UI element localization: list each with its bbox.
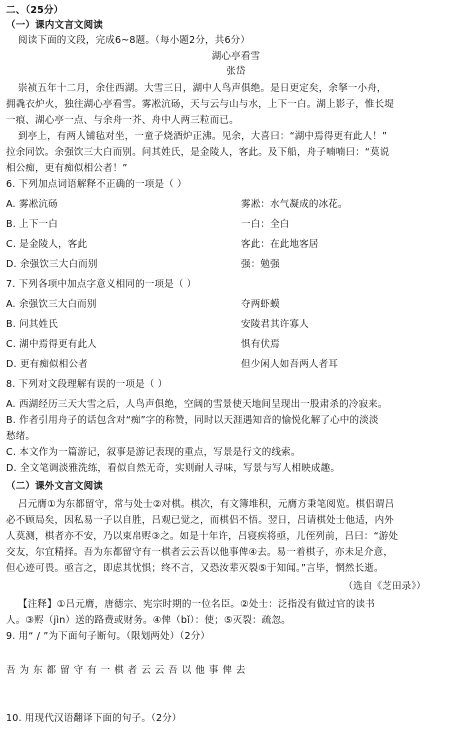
- q6-option-a-gloss: 雾凇：水气凝成的冰花。: [241, 199, 348, 210]
- q7-option-b-compare: 安陵君其许寡人: [241, 319, 309, 330]
- q10-stem: 10. 用现代汉语翻译下面的句子。（2分）: [6, 713, 182, 724]
- passage2-line-2: 必不顾局矣，因私易一子以自胜，吕观已觉之，而棋侣不悟。翌日，吕请棋处士他适，内外: [6, 515, 395, 526]
- passage-line-2: 拥毳衣炉火，独往湖心亭看雪。雾凇沆砀，天与云与山与水，上下一白。湖上影子，惟长堤: [6, 99, 395, 110]
- section-header: 二、（25分）: [6, 5, 64, 16]
- poem-author: 张岱: [226, 66, 246, 77]
- part2-title: （二）课外文言文阅读: [6, 481, 104, 492]
- passage2-line-1: 吕元膺①为东都留守，常与处士②对棋。棋次，有文簿堆积，元膺方秉笔阅览。棋侣谓吕: [18, 499, 395, 510]
- q8-option-a: A. 西湖经历三天大雪之后，人鸟声俱绝，空阔的雪景使天地间呈现出一股肃杀的冷寂来。: [6, 399, 388, 410]
- q6-stem: 6. 下列加点词语解释不正确的一项是（ ）: [6, 179, 187, 190]
- passage2-line-4: 交友，尔宜精择。吾为东都留守有一棋者云云吾以他事俾④去。易一着棋子，亦未足介意，: [6, 547, 394, 558]
- q8-stem: 8. 下列对文段理解有误的一项是（ ）: [6, 379, 168, 390]
- part1-instruction: 阅读下面的文段，完成6~8题。（每小题2分，共6分）: [18, 35, 251, 46]
- q6-option-b-gloss: 一白：全白: [241, 219, 290, 230]
- q6-option-d: [6, 258, 466, 271]
- passage-line-3: 一痕、湖心亭一点、与余舟一芥、舟中人两三粒而已。: [6, 115, 239, 126]
- q6-option-a: [6, 198, 466, 211]
- passage-line-6: 相公痴，更有痴似相公者！”: [6, 163, 128, 174]
- q7-option-b-text: B. 问其姓氏: [6, 319, 58, 330]
- passage2-line-3: 人莫测，棋者亦不安，乃以束帛赆③之。如是十年许，吕寝疾将亟，儿侄列前，吕曰：“游处: [6, 531, 399, 542]
- q7-option-d: [6, 358, 466, 371]
- q7-option-d-compare: 但少闲人如吾两人者耳: [241, 359, 339, 370]
- q6-option-a-text: A. 雾凇沆砀: [6, 199, 58, 210]
- q7-option-c: [6, 338, 466, 351]
- q7-option-b: [6, 318, 466, 331]
- passage2-line-5: 但心迹可畏。亟言之，即虑其忧惧；终不言，又恐汝辈灭裂⑤于知闻。”言毕，惘然长逝。: [6, 563, 384, 574]
- passage-line-1: 崇祯五年十二月，余住西湖。大雪三日，湖中人鸟声俱绝。是日更定矣，余拏一小舟，: [18, 83, 387, 94]
- passage2-source: （选自《芝田录》）: [343, 581, 426, 592]
- q7-option-a-text: A. 余强饮三大白而别: [6, 299, 97, 310]
- q7-option-a: [6, 298, 466, 311]
- passage-line-5: 拉余同饮。余强饮三大白而别。问其姓氏，是金陵人，客此。及下船，舟子喃喃曰：“莫说: [6, 147, 390, 158]
- q6-option-d-gloss: 强：勉强: [241, 259, 280, 270]
- q6-option-c: [6, 238, 466, 251]
- q7-stem: 7. 下列各项中加点字意义相同的一项是（ ）: [6, 279, 197, 290]
- part1-title: （一）课内文言文阅读: [6, 20, 104, 31]
- q6-option-d-text: D. 余强饮三大白而别: [6, 259, 98, 270]
- q9-stem: 9. 用“ / ”为下面句子断句。（限划两处）（2分）: [6, 631, 211, 642]
- q8-option-b: B. 作者引用舟子的话包含对“痴”字的称赞，同时以天涯遇知音的愉悦化解了心中的淡淡: [6, 415, 379, 426]
- poem-title: 湖心亭看雪: [211, 51, 261, 62]
- q7-option-d-text: D. 更有痴似相公者: [6, 359, 88, 370]
- q6-option-b: [6, 218, 466, 231]
- notes-line-2: 人。③赆（jìn）送的路费或财务。④俾（bǐ）：使；⑤灭裂：疏忽。: [6, 615, 291, 626]
- q9-sentence: 吾 为 东 都 留 守 有 一 棋 者 云 云 吾 以 他 事 俾 去: [6, 665, 246, 676]
- q7-option-c-text: C. 湖中焉得更有此人: [6, 339, 97, 350]
- notes-line-1: 【注释】①吕元膺，唐德宗、宪宗时期的一位名臣。②处士：泛指没有做过官的读书: [18, 599, 375, 610]
- q7-option-c-compare: 惧有伏焉: [241, 339, 280, 350]
- q7-option-a-compare: 夺两虾蟆: [241, 299, 280, 310]
- q6-option-b-text: B. 上下一白: [6, 219, 58, 230]
- passage-line-4: 到亭上，有两人铺毡对坐，一童子烧酒炉正沸。见余，大喜曰：“湖中焉得更有此人！”: [18, 131, 388, 142]
- q6-option-c-gloss: 客此：在此地客居: [241, 239, 319, 250]
- q8-option-c: C. 本文作为一篇游记，叙事是游记表现的重点，写景是行文的线索。: [6, 447, 301, 458]
- q8-option-d: D. 全文笔调淡雅洗练，看似自然无奇，实则耐人寻味，写景与写人相映成趣。: [6, 463, 341, 474]
- q8-option-b-cont: 愁绪。: [6, 431, 36, 442]
- q6-option-c-text: C. 是金陵人，客此: [6, 239, 88, 250]
